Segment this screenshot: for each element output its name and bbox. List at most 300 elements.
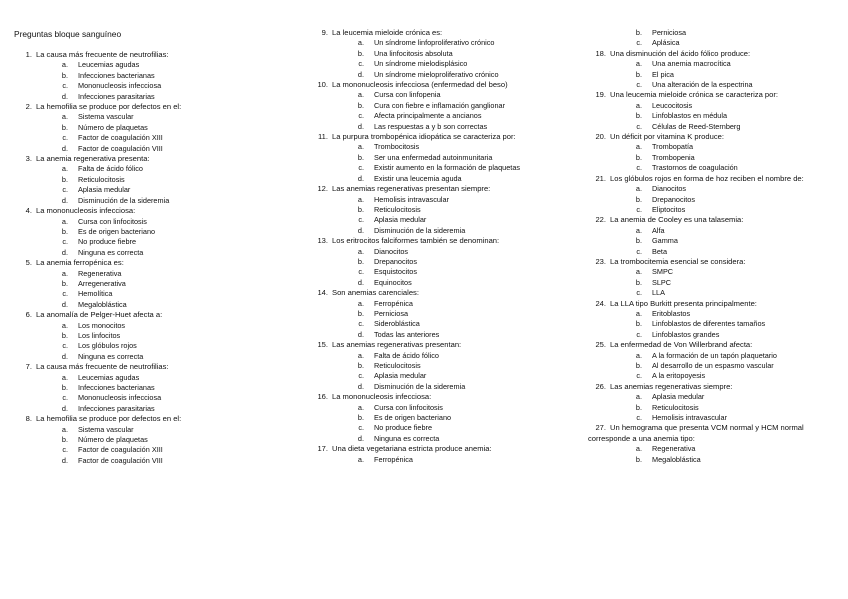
option-text: Infecciones bacterianas	[78, 383, 155, 392]
answer-option	[310, 226, 585, 236]
question-item	[310, 392, 585, 402]
option-text: Cursa con linfopenia	[374, 90, 441, 100]
question-number: 10.	[317, 80, 328, 90]
option-text: A la eritopoyesis	[652, 371, 706, 381]
question-text: La trombocitemia esencial se considera:	[610, 256, 746, 266]
question-item	[588, 49, 846, 59]
option-text: Dianocitos	[652, 184, 687, 194]
answer-option	[14, 185, 289, 195]
option-text: Regenerativa	[652, 444, 696, 454]
answer-option	[310, 319, 585, 329]
question-item	[310, 80, 585, 90]
option-letter: b.	[635, 402, 642, 412]
option-text: Leucemias agudas	[78, 372, 140, 382]
option-text: Existir aumento en la formación de plaquetas	[374, 163, 521, 173]
option-text: LLA	[652, 288, 665, 298]
answer-option	[310, 278, 585, 288]
option-letter: c.	[62, 289, 68, 299]
option-letter: c.	[62, 341, 68, 351]
question-number: 12.	[317, 184, 328, 194]
answer-option	[310, 247, 585, 257]
answer-option	[310, 371, 585, 381]
answer-option	[588, 59, 846, 69]
answer-option	[310, 122, 585, 132]
option-text: Al desarrollo de un espasmo vascular	[652, 361, 774, 370]
answer-option	[588, 122, 846, 132]
question-number: 23.	[595, 256, 606, 266]
option-letter: a.	[61, 164, 68, 174]
option-letter: a.	[357, 402, 364, 412]
option-text: Número de plaquetas	[78, 122, 148, 132]
option-text: Leucocitosis	[652, 100, 693, 110]
answer-option	[588, 371, 846, 381]
option-letter: d.	[357, 225, 364, 235]
answer-option	[588, 413, 846, 423]
answer-option	[310, 361, 585, 371]
question-text: Los glóbulos rojos en forma de hoz reciben el nombre de:	[610, 173, 804, 183]
option-letter: c.	[358, 319, 364, 329]
answer-option	[588, 153, 846, 163]
question-text: La anemia ferropénica es:	[36, 258, 124, 268]
answer-option	[588, 101, 846, 111]
option-letter: b.	[61, 226, 68, 236]
answer-option	[310, 90, 585, 100]
option-text: Factor de coagulación XIII	[78, 133, 163, 143]
option-text: No produce fiebre	[78, 237, 137, 247]
option-letter: b.	[635, 111, 642, 121]
answer-option	[310, 309, 585, 319]
answer-option	[588, 267, 846, 277]
answer-option	[588, 319, 846, 329]
option-text: Arregenerativa	[78, 278, 126, 288]
option-text: Ferropénica	[374, 454, 413, 464]
option-text: Hemolítica	[78, 289, 113, 299]
option-text: Sideroblástica	[374, 319, 420, 329]
question-number: 21.	[595, 173, 606, 183]
option-letter: a.	[61, 372, 68, 382]
option-letter: b.	[357, 204, 364, 214]
question-item	[588, 340, 846, 350]
option-text: Factor de coagulación XIII	[78, 445, 163, 455]
answer-option	[588, 361, 846, 371]
answer-option	[14, 341, 289, 351]
option-text: Falta de ácido fólico	[78, 164, 143, 174]
answer-option	[14, 456, 289, 466]
option-letter: a.	[61, 60, 68, 70]
answer-option	[310, 59, 585, 69]
question-text: La enfermedad de Von Willerbrand afecta:	[610, 340, 753, 350]
option-text: Aplásica	[652, 38, 680, 48]
option-text: Cursa con linfocitosis	[78, 216, 147, 226]
answer-option	[588, 184, 846, 194]
answer-option	[588, 403, 846, 413]
question-item	[310, 444, 585, 454]
option-text: Una alteración de la espectrina	[652, 80, 753, 90]
option-letter: b.	[357, 256, 364, 266]
question-text: La anomalía de Pelger-Huet afecta a:	[36, 310, 163, 320]
option-letter: a.	[635, 184, 642, 194]
option-letter: d.	[357, 121, 364, 131]
option-letter: b.	[357, 361, 364, 370]
option-letter: d.	[357, 69, 364, 79]
option-text: Hemolisis intravascular	[374, 194, 450, 204]
question-number: 6.	[25, 310, 32, 320]
option-letter: b.	[357, 100, 364, 110]
question-item	[14, 414, 289, 424]
option-text: Infecciones bacterianas	[78, 70, 155, 80]
option-letter: b.	[61, 435, 68, 445]
question-text: Una disminución del ácido fólico produce:	[610, 48, 751, 58]
page-title: Preguntas bloque sanguíneo	[14, 29, 122, 39]
option-letter: c.	[358, 163, 364, 173]
option-text: Un síndrome mieloproliferativo crónico	[374, 69, 499, 79]
option-letter: b.	[61, 174, 68, 184]
option-text: Regenerativa	[78, 268, 122, 278]
answer-option	[14, 331, 289, 341]
answer-option	[14, 445, 289, 455]
answer-option	[588, 278, 846, 288]
option-text: Cura con fiebre e inflamación ganglionar	[374, 100, 506, 110]
option-text: Perniciosa	[652, 28, 687, 37]
question-text: Un déficit por vitamina K produce:	[610, 132, 724, 142]
answer-option	[14, 60, 289, 70]
option-text: Eliptocitos	[652, 204, 686, 214]
answer-option	[310, 215, 585, 225]
option-text: Ferropénica	[374, 298, 413, 308]
question-number: 24.	[595, 298, 606, 308]
question-item	[588, 215, 846, 225]
option-text: Un síndrome linfoproliferativo crónico	[374, 38, 495, 48]
option-text: Infecciones parasitarias	[78, 403, 155, 413]
answer-option	[588, 80, 846, 90]
option-text: Drepanocitos	[374, 256, 417, 266]
option-letter: b.	[635, 152, 642, 162]
question-number: 22.	[595, 215, 606, 225]
option-letter: a.	[635, 225, 642, 235]
option-text: Factor de coagulación VIII	[78, 455, 163, 465]
question-text: La causa más frecuente de neutrofilias:	[36, 362, 169, 372]
answer-option	[588, 142, 846, 152]
question-item	[588, 132, 846, 142]
question-item	[310, 288, 585, 298]
option-letter: b.	[61, 122, 68, 132]
option-text: Todas las anteriores	[374, 329, 440, 339]
option-letter: b.	[61, 278, 68, 288]
option-letter: b.	[357, 413, 364, 423]
answer-option	[14, 279, 289, 289]
question-item	[588, 90, 846, 100]
question-item	[588, 257, 846, 267]
answer-option	[14, 393, 289, 403]
option-text: Número de plaquetas	[78, 435, 148, 445]
answer-option	[14, 123, 289, 133]
option-text: Reticulocitosis	[652, 402, 699, 412]
answer-option	[310, 70, 585, 80]
question-item	[14, 206, 289, 216]
answer-option	[14, 175, 289, 185]
option-letter: c.	[636, 413, 642, 423]
option-letter: c.	[358, 371, 364, 381]
option-letter: a.	[635, 267, 642, 277]
option-text: Células de Reed-Sternberg	[652, 121, 741, 131]
answer-option	[14, 373, 289, 383]
answer-option	[310, 382, 585, 392]
option-letter: b.	[357, 308, 364, 318]
option-letter: b.	[635, 28, 642, 37]
answer-option	[310, 163, 585, 173]
option-letter: c.	[62, 133, 68, 143]
question-text: Una dieta vegetariana estricta produce anemia:	[332, 444, 492, 454]
option-letter: b.	[357, 48, 364, 58]
option-text: Drepanocitos	[652, 194, 695, 204]
answer-option	[14, 289, 289, 299]
option-letter: b.	[635, 194, 642, 204]
answer-option	[588, 392, 846, 402]
question-item	[588, 423, 846, 444]
answer-option	[14, 352, 289, 362]
answer-option	[14, 321, 289, 331]
option-text: Es de origen bacteriano	[374, 413, 452, 423]
question-item	[310, 236, 585, 246]
question-number: 27.	[595, 423, 606, 433]
option-letter: c.	[636, 204, 642, 214]
answer-option	[14, 227, 289, 237]
question-column-2	[310, 28, 585, 465]
option-letter: d.	[61, 143, 68, 153]
option-text: Megaloblástica	[652, 454, 701, 464]
option-letter: d.	[61, 403, 68, 413]
option-letter: a.	[635, 444, 642, 454]
question-number: 25.	[595, 340, 606, 350]
option-letter: c.	[358, 111, 364, 121]
option-letter: b.	[635, 454, 642, 464]
question-item	[14, 154, 289, 164]
option-letter: d.	[357, 433, 364, 443]
question-item	[588, 174, 846, 184]
answer-option	[310, 267, 585, 277]
question-text: Las anemias regenerativas presentan:	[332, 340, 462, 350]
option-letter: a.	[635, 142, 642, 152]
option-text: Aplasia medular	[374, 371, 427, 381]
option-letter: b.	[635, 236, 642, 246]
answer-option	[310, 413, 585, 423]
question-text: La mononucleosis infecciosa:	[36, 206, 136, 216]
answer-option	[310, 257, 585, 267]
option-text: Reticulocitosis	[78, 174, 125, 184]
answer-option	[588, 288, 846, 298]
option-text: A la formación de un tapón plaquetario	[652, 350, 777, 360]
question-number: 26.	[595, 381, 606, 391]
option-text: Beta	[652, 246, 668, 256]
option-letter: a.	[635, 392, 642, 402]
question-number: 9.	[321, 28, 328, 37]
option-letter: c.	[636, 371, 642, 381]
option-letter: c.	[636, 163, 642, 173]
option-letter: c.	[62, 185, 68, 195]
question-text: Una leucemia mieloide crónica se caracteriza por:	[610, 90, 778, 100]
option-letter: b.	[357, 152, 364, 162]
answer-option	[310, 101, 585, 111]
option-letter: d.	[61, 455, 68, 465]
option-text: Hemolisis intravascular	[652, 413, 728, 423]
answer-option	[14, 217, 289, 227]
question-text: La anemia de Cooley es una talasemia:	[610, 215, 744, 225]
option-text: Trombopenia	[652, 152, 695, 162]
option-letter: d.	[61, 247, 68, 257]
question-text: La hemofilia se produce por defectos en el:	[36, 414, 182, 424]
option-letter: a.	[357, 194, 364, 204]
question-text: La anemia regenerativa presenta:	[36, 154, 150, 164]
option-letter: c.	[62, 393, 68, 403]
answer-option	[14, 92, 289, 102]
option-letter: c.	[358, 59, 364, 69]
answer-option	[588, 28, 846, 38]
option-text: No produce fiebre	[374, 423, 433, 433]
option-text: Afecta principalmente a ancianos	[374, 111, 482, 121]
answer-option	[310, 403, 585, 413]
answer-option	[588, 226, 846, 236]
option-letter: b.	[61, 383, 68, 392]
option-letter: a.	[357, 38, 364, 48]
option-text: Aplasia medular	[78, 185, 131, 195]
answer-option	[310, 330, 585, 340]
question-text: Los eritrocitos falciformes también se denominan:	[332, 236, 500, 246]
option-text: Ninguna es correcta	[78, 351, 144, 361]
answer-option	[588, 70, 846, 80]
option-letter: d.	[357, 381, 364, 391]
option-letter: a.	[61, 216, 68, 226]
answer-option	[14, 196, 289, 206]
question-number: 14.	[317, 288, 328, 298]
option-letter: c.	[636, 80, 642, 90]
option-text: Mononucleosis infecciosa	[78, 393, 162, 403]
option-text: Las respuestas a y b son correctas	[374, 121, 488, 131]
option-text: El pica	[652, 69, 674, 79]
option-letter: a.	[61, 320, 68, 330]
answer-option	[14, 435, 289, 445]
option-text: Eritoblastos	[652, 308, 691, 318]
option-letter: a.	[635, 308, 642, 318]
option-letter: a.	[357, 142, 364, 152]
question-item	[14, 258, 289, 268]
question-item	[588, 382, 846, 392]
answer-option	[310, 111, 585, 121]
option-letter: a.	[635, 100, 642, 110]
option-text: Esquistocitos	[374, 267, 417, 277]
answer-option	[310, 423, 585, 433]
question-item	[310, 340, 585, 350]
option-text: Megaloblástica	[78, 299, 127, 309]
answer-option	[14, 133, 289, 143]
answer-option	[310, 455, 585, 465]
answer-option	[310, 195, 585, 205]
option-text: Una linfocitosis absoluta	[374, 48, 453, 58]
question-number: 20.	[595, 132, 606, 142]
answer-option	[14, 144, 289, 154]
option-letter: d.	[61, 351, 68, 361]
option-text: Dianocitos	[374, 246, 409, 256]
option-text: Cursa con linfocitosis	[374, 402, 443, 412]
option-text: Los linfocitos	[78, 330, 121, 340]
option-letter: a.	[61, 424, 68, 434]
option-letter: a.	[635, 59, 642, 69]
option-letter: d.	[357, 173, 364, 183]
option-text: Disminución de la sideremia	[374, 381, 466, 391]
option-letter: a.	[61, 268, 68, 278]
question-text: La hemofilia se produce por defectos en el:	[36, 102, 182, 112]
answer-option	[588, 309, 846, 319]
option-letter: a.	[357, 90, 364, 100]
option-letter: d.	[61, 195, 68, 205]
option-text: Aplasia medular	[652, 392, 705, 402]
question-text: La causa más frecuente de neutrofilias:	[36, 50, 169, 59]
question-number: 15.	[317, 340, 328, 350]
option-text: Trombocitosis	[374, 142, 420, 152]
question-item	[310, 184, 585, 194]
option-text: Ninguna es correcta	[78, 247, 144, 257]
question-number: 19.	[595, 90, 606, 100]
option-text: Aplasia medular	[374, 215, 427, 225]
option-letter: c.	[62, 81, 68, 91]
answer-option	[310, 142, 585, 152]
option-text: Alfa	[652, 225, 665, 235]
option-letter: a.	[357, 246, 364, 256]
option-letter: b.	[635, 319, 642, 329]
question-item	[14, 102, 289, 112]
option-text: Linfoblastos de diferentes tamaños	[652, 319, 766, 329]
answer-option	[588, 455, 846, 465]
question-text: Son anemias carenciales:	[332, 288, 419, 298]
option-letter: b.	[635, 277, 642, 287]
option-text: Linfoblastos grandes	[652, 329, 720, 339]
answer-option	[588, 38, 846, 48]
option-letter: a.	[635, 350, 642, 360]
option-letter: c.	[62, 445, 68, 455]
option-letter: a.	[357, 350, 364, 360]
answer-option	[588, 195, 846, 205]
option-text: Gamma	[652, 236, 678, 246]
answer-option	[14, 425, 289, 435]
question-text: Las anemias regenerativas siempre:	[610, 381, 733, 391]
question-text: La LLA tipo Burkitt presenta principalmente:	[610, 298, 757, 308]
option-letter: b.	[61, 330, 68, 340]
answer-option	[310, 299, 585, 309]
option-text: Disminución de la sideremia	[374, 225, 466, 235]
question-text: Las anemias regenerativas presentan siempre:	[332, 184, 491, 194]
option-text: Los monocitos	[78, 320, 126, 330]
answer-option	[588, 205, 846, 215]
option-text: Es de origen bacteriano	[78, 226, 156, 236]
question-number: 1.	[25, 50, 32, 59]
option-letter: c.	[358, 423, 364, 433]
option-text: Reticulocitosis	[374, 204, 421, 214]
question-number: 3.	[25, 154, 32, 164]
option-letter: b.	[61, 70, 68, 80]
question-number: 16.	[317, 392, 328, 402]
answer-option	[588, 330, 846, 340]
option-text: SMPC	[652, 267, 674, 277]
option-text: Perniciosa	[374, 308, 409, 318]
answer-option	[310, 49, 585, 59]
question-number: 8.	[25, 414, 32, 424]
answer-option	[588, 111, 846, 121]
question-column-1	[14, 50, 289, 466]
question-item	[14, 310, 289, 320]
question-number: 4.	[25, 206, 32, 216]
option-text: Un síndrome mielodisplásico	[374, 59, 468, 69]
option-text: Una anemia macrocítica	[652, 59, 731, 69]
answer-option	[14, 237, 289, 247]
